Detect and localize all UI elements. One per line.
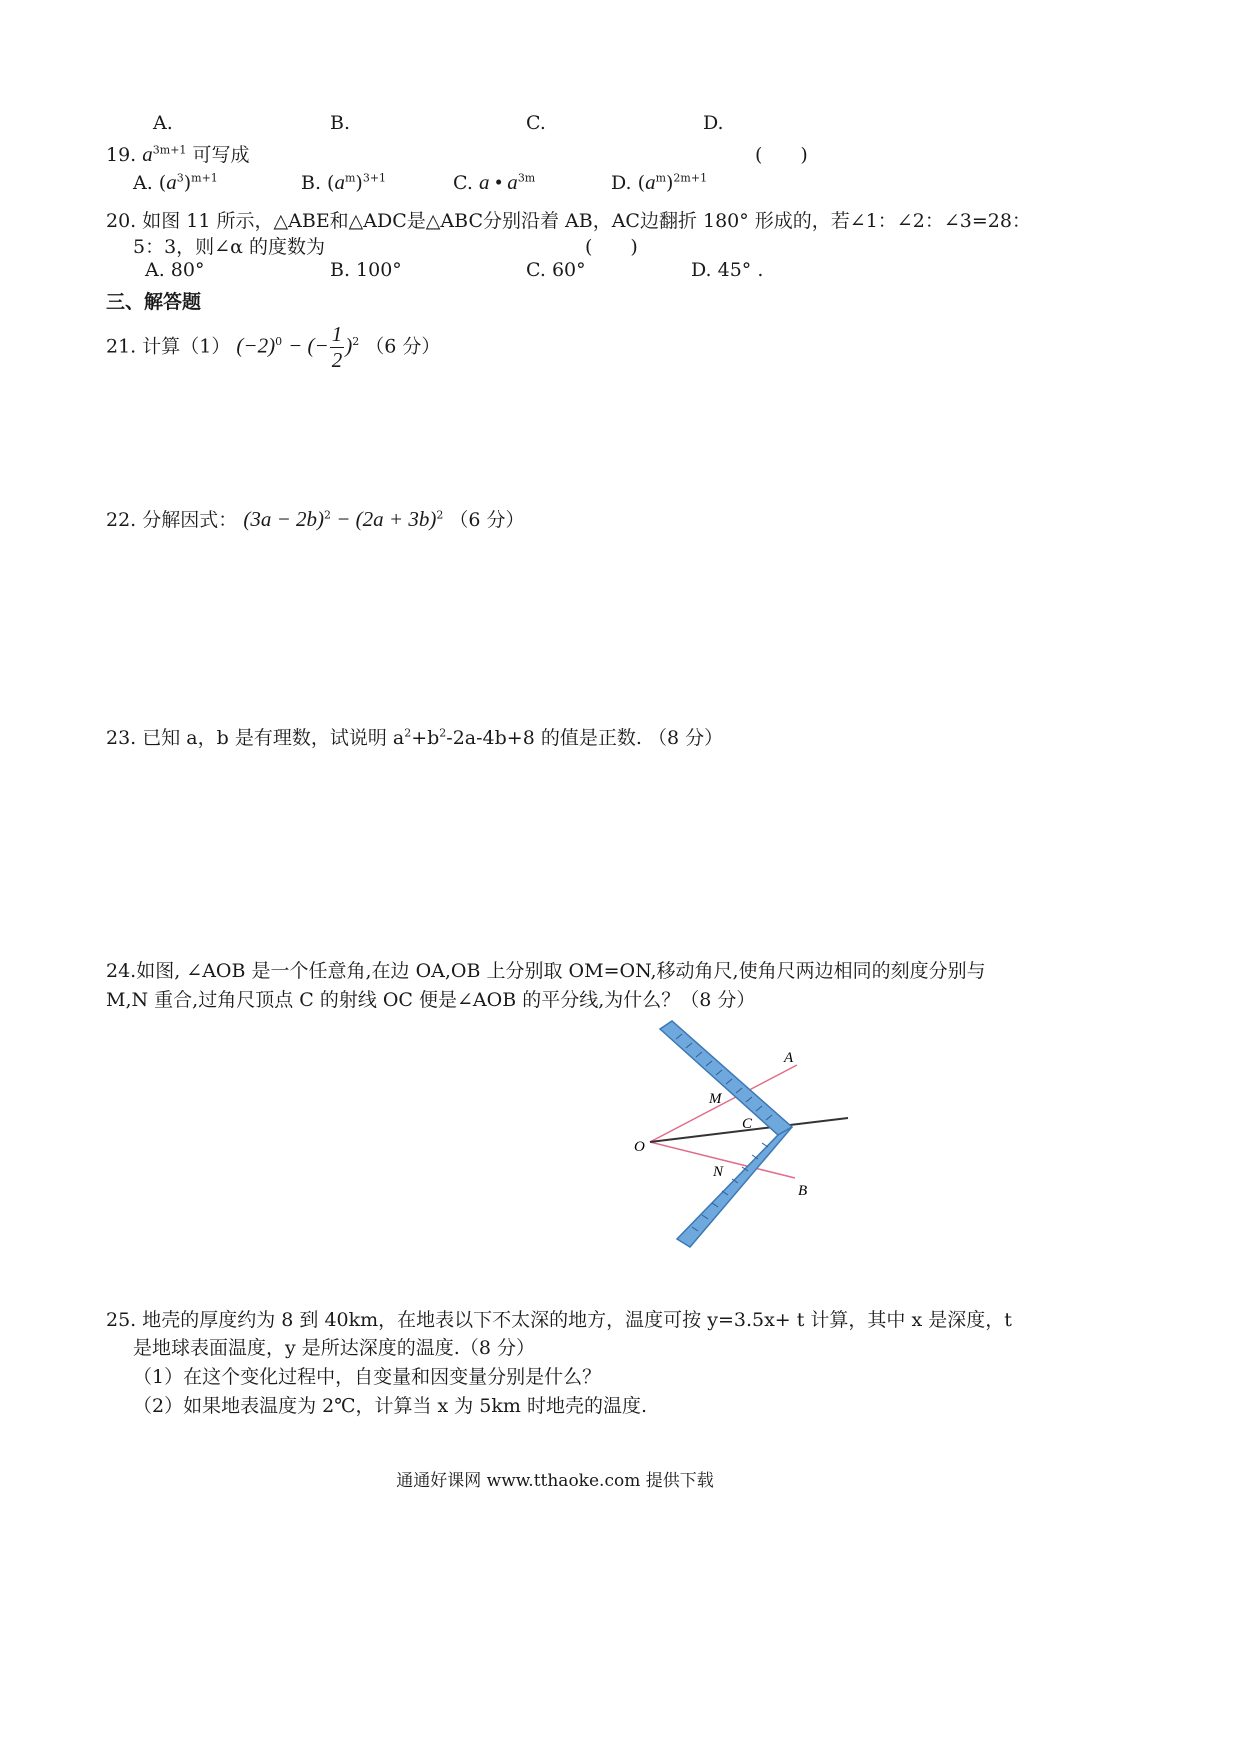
label-n: N	[713, 1164, 724, 1180]
q18-option-b: B.	[330, 112, 351, 134]
q25-line1: 25. 地壳的厚度约为 8 到 40km，在地表以下不太深的地方，温度可按 y=3.5x+ t 计算，其中 x 是深度，t	[106, 1309, 1012, 1331]
q20-option-c: C. 60°	[526, 259, 586, 281]
q24-line1: 24.如图, ∠AOB 是一个任意角,在边 OA,OB 上分别取 OM=ON,移动角尺,使角尺两边相同的刻度分别与	[106, 960, 986, 982]
q19-number: 19.	[106, 144, 137, 166]
q19-option-b: B. $(a^m)^{3+1}$	[301, 170, 387, 194]
q19-text: 可写成	[192, 144, 250, 166]
q24-line2: M,N 重合,过角尺顶点 C 的射线 OC 便是∠AOB 的平分线,为什么？（8 分）	[106, 989, 756, 1011]
q18-option-d: D.	[703, 112, 724, 134]
q18-option-c: C.	[526, 112, 546, 134]
q20-answer-paren: ( )	[585, 236, 638, 258]
label-o: O	[634, 1139, 645, 1155]
q19-stem	[106, 140, 249, 167]
page-footer: 通通好课网 www.tthaoke.com 提供下载	[396, 1471, 714, 1491]
q21: 21. 计算（1） $(-2)^0$ − (− $\frac{1}{2}$ )$^2$ （6 分）	[106, 322, 441, 372]
q25-sub2: （2）如果地表温度为 2℃，计算当 x 为 5km 时地壳的温度.	[133, 1395, 648, 1417]
section-heading: 三、解答题	[106, 291, 202, 313]
label-c: C	[742, 1116, 753, 1132]
q20-option-b: B. 100°	[330, 259, 402, 281]
q19-answer-paren: ( )	[755, 144, 808, 166]
q19-option-c: C. a • $a^{3m}$	[453, 170, 536, 194]
q19-option-d: D. $(a^m)^{2m+1}$	[611, 170, 708, 194]
label-a: A	[784, 1050, 794, 1066]
q20-line1: 20. 如图 11 所示，△ABE和△ADC是△ABC分别沿着 AB，AC边翻折 180° 形成的，若∠1：∠2：∠3=28：	[106, 210, 1031, 232]
q20-option-a: A. 80°	[145, 259, 205, 281]
q19-option-a: A. $(a^3)^{m+1}$	[133, 170, 218, 194]
q21-fraction: $\frac{1}{2}$	[331, 322, 343, 372]
q25-line2: 是地球表面温度，y 是所达深度的温度.（8 分）	[133, 1337, 535, 1359]
q23: 23. 已知 a，b 是有理数，试说明 $a^2+b^2-2a-4b+8$ 的值是正数. （8 分）	[106, 726, 724, 749]
q20-line2: 5：3，则∠α 的度数为	[133, 236, 325, 258]
q19-base: a	[142, 142, 153, 166]
q22: 22. 分解因式： $(3a - 2b)^2 - (2a + 3b)^2$ （6 分）	[106, 507, 525, 531]
q19-exp: 3m+1	[152, 143, 187, 157]
label-b: B	[798, 1183, 808, 1199]
q25-sub1: （1）在这个变化过程中，自变量和因变量分别是什么？	[133, 1366, 602, 1388]
label-m: M	[709, 1091, 722, 1107]
angle-ruler-figure	[620, 1015, 860, 1250]
q20-option-d: D. 45° .	[691, 259, 764, 281]
q18-option-a: A.	[153, 112, 173, 134]
